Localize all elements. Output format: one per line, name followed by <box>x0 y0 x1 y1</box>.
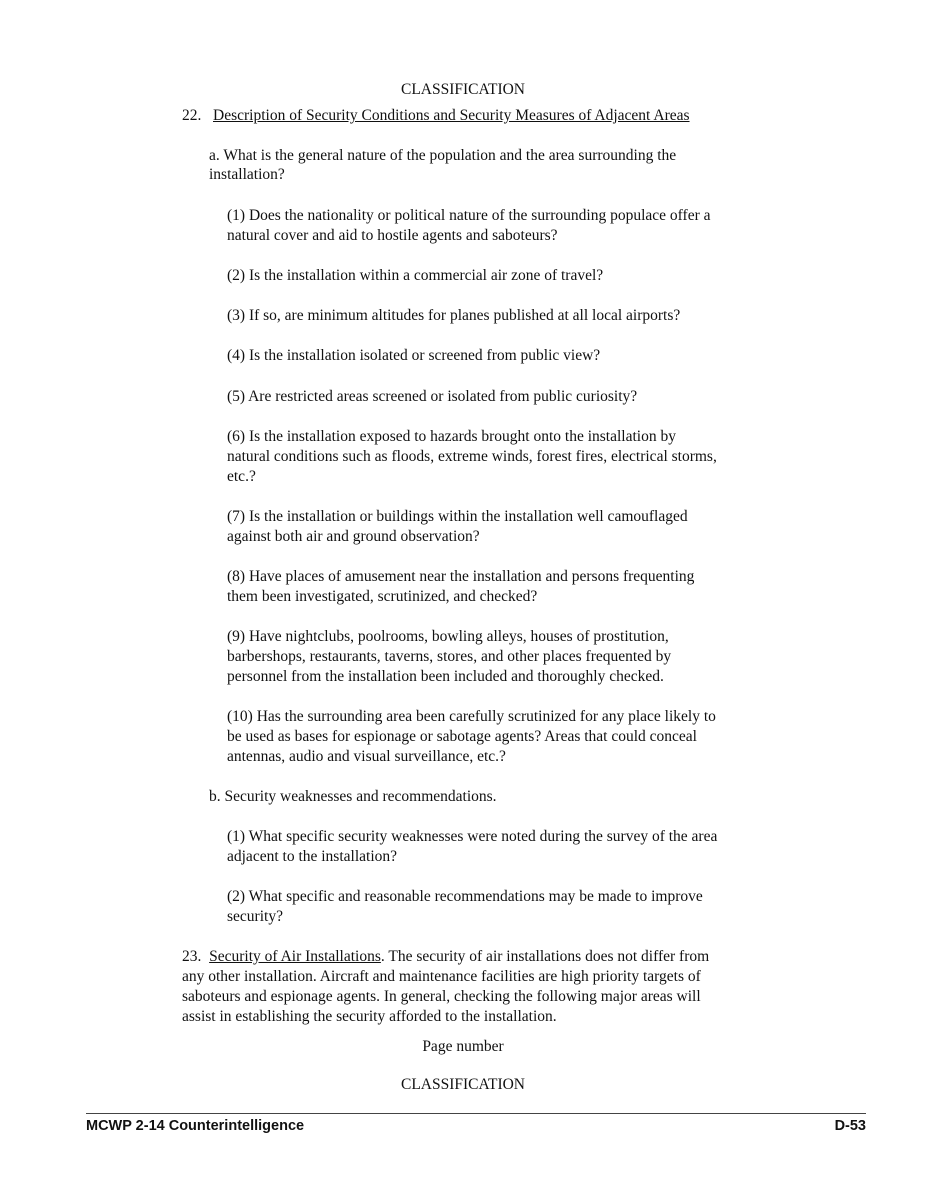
page-number-label: Page number <box>422 1038 504 1055</box>
item-a-line-1: a. What is the general nature of the population and the area surrounding the <box>209 147 677 164</box>
section-22-number: 22. <box>182 107 202 124</box>
item-a-line-2: installation? <box>209 166 285 183</box>
a8-line-1: (8) Have places of amusement near the installation and persons frequenting <box>227 568 695 585</box>
b1-line-1: (1) What specific security weaknesses were noted during the survey of the area <box>227 828 718 845</box>
a6-line-2: natural conditions such as floods, extreme winds, forest fires, electrical storms, <box>227 448 717 465</box>
a7-line-2: against both air and ground observation? <box>227 528 480 545</box>
a5-line-1: (5) Are restricted areas screened or isolated from public curiosity? <box>227 388 638 405</box>
section-23-line-4: assist in establishing the security afforded to the installation. <box>182 1008 557 1025</box>
page-id: D-53 <box>834 1118 866 1134</box>
classification-footer: CLASSIFICATION <box>400 1076 525 1093</box>
section-23-line-2: any other installation. Aircraft and maintenance facilities are high priority targets of <box>182 968 701 985</box>
section-23-number: 23. <box>182 948 202 965</box>
a3-line-1: (3) If so, are minimum altitudes for planes published at all local airports? <box>227 307 681 324</box>
b1-line-2: adjacent to the installation? <box>227 848 398 865</box>
a1-line-1: (1) Does the nationality or political nature of the surrounding populace offer a <box>227 207 711 224</box>
a6-line-1: (6) Is the installation exposed to hazards brought onto the installation by <box>227 428 676 445</box>
a10-line-3: antennas, audio and visual surveillance, etc.? <box>227 748 506 765</box>
section-22-heading <box>182 106 690 126</box>
a6-line-3: etc.? <box>227 468 256 485</box>
a10-line-1: (10) Has the surrounding area been carefully scrutinized for any place likely to <box>227 708 716 725</box>
a9-line-2: barbershops, restaurants, taverns, stores, and other places frequented by <box>227 648 672 665</box>
footer-divider <box>86 1113 866 1114</box>
a10-line-2: be used as bases for espionage or sabotage agents? Areas that could conceal <box>227 728 697 745</box>
b2-line-2: security? <box>227 908 283 925</box>
classification-header: CLASSIFICATION <box>400 81 525 98</box>
section-23-title: Security of Air Installations <box>209 948 381 965</box>
section-22-title: Description of Security Conditions and Security Measures of Adjacent Areas <box>213 107 690 124</box>
item-b-line-1: b. Security weaknesses and recommendations. <box>209 788 497 805</box>
a1-line-2: natural cover and aid to hostile agents and saboteurs? <box>227 227 558 244</box>
section-23-first-line-rest: . The security of air installations does not differ from <box>380 948 710 965</box>
section-23-line-1 <box>182 947 709 967</box>
section-23-line-3: saboteurs and espionage agents. In general, checking the following major areas will <box>182 988 701 1005</box>
a7-line-1: (7) Is the installation or buildings within the installation well camouflaged <box>227 508 688 525</box>
a8-line-2: them been investigated, scrutinized, and checked? <box>227 588 538 605</box>
publication-title: MCWP 2-14 Counterintelligence <box>86 1118 305 1134</box>
a4-line-1: (4) Is the installation isolated or screened from public view? <box>227 347 601 364</box>
a9-line-1: (9) Have nightclubs, poolrooms, bowling alleys, houses of prostitution, <box>227 628 669 645</box>
a2-line-1: (2) Is the installation within a commercial air zone of travel? <box>227 267 604 284</box>
b2-line-1: (2) What specific and reasonable recommendations may be made to improve <box>227 888 703 905</box>
a9-line-3: personnel from the installation been included and thoroughly checked. <box>227 668 664 685</box>
